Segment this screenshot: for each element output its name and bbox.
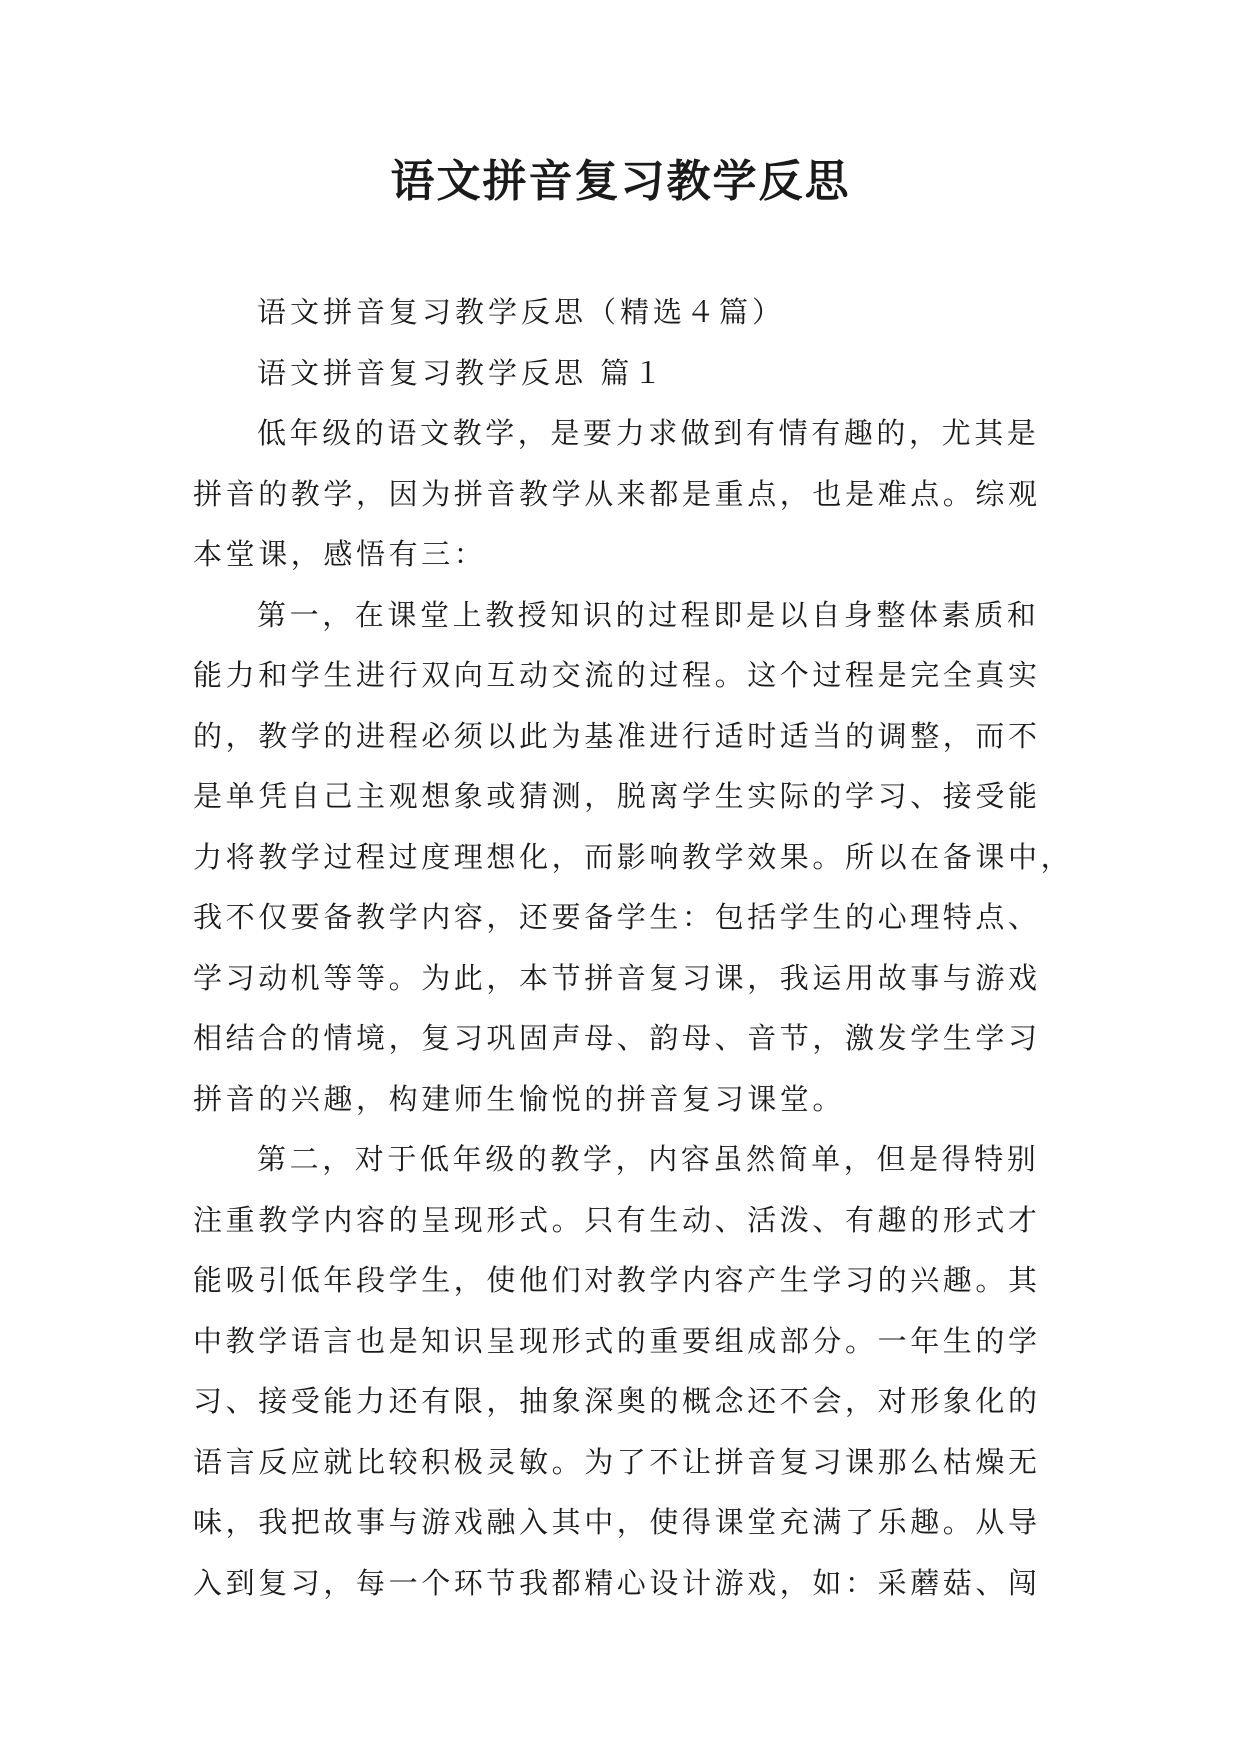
paragraph-line: 的，教学的进程必须以此为基准进行适时适当的调整，而不: [193, 718, 1041, 753]
paragraph-line: 注重教学内容的呈现形式。只有生动、活泼、有趣的形式才: [193, 1202, 1041, 1237]
paragraph-line: 第二，对于低年级的教学，内容虽然简单，但是得特别: [257, 1142, 1040, 1176]
paragraph-line: 味，我把故事与游戏融入其中，使得课堂充满了乐趣。从导: [193, 1505, 1041, 1539]
paragraph-line: 第一，在课堂上教授知识的过程即是以自身整体素质和: [257, 597, 1040, 632]
document-title: 语文拼音复习教学反思: [390, 156, 851, 207]
paragraph-line: 相结合的情境，复习巩固声母、韵母、音节，激发学生学习: [193, 1021, 1041, 1055]
paragraph-line: 中教学语言也是知识呈现形式的重要组成部分。一年生的学: [193, 1323, 1041, 1358]
paragraph-line: 习、接受能力还有限，抽象深奥的概念还不会，对形象化的: [193, 1384, 1041, 1418]
paragraph-line: 能吸引低年段学生，使他们对教学内容产生学习的兴趣。其: [193, 1263, 1041, 1297]
paragraph-line: 学习动机等等。为此，本节拼音复习课，我运用故事与游戏: [193, 960, 1041, 995]
subtitle-line: 语文拼音复习教学反思（精选４篇）: [257, 295, 786, 329]
paragraph-line: 我不仅要备教学内容，还要备学生：包括学生的心理特点、: [193, 900, 1041, 934]
paragraph-line: 语言反应就比较积极灵敏。为了不让拼音复习课那么枯燥无: [193, 1444, 1041, 1479]
paragraph-line: 力将教学过程过度理想化，而影响教学效果。所以在备课中，: [193, 839, 1074, 874]
paragraph-line: 本堂课，感悟有三：: [193, 537, 487, 571]
paragraph-line: 拼音的教学，因为拼音教学从来都是重点，也是难点。综观: [193, 476, 1041, 511]
paragraph-line: 能力和学生进行双向互动交流的过程。这个过程是完全真实: [193, 658, 1041, 692]
paragraph-line: 是单凭自己主观想象或猜测，脱离学生实际的学习、接受能: [193, 779, 1041, 813]
paragraph-line: 低年级的语文教学，是要力求做到有情有趣的，尤其是: [257, 416, 1040, 450]
document-body: [193, 282, 1074, 1613]
paragraph-line: 拼音的兴趣，构建师生愉悦的拼音复习课堂。: [193, 1081, 846, 1116]
paragraph-line: 入到复习，每一个环节我都精心设计游戏，如：采蘑菇、闯: [193, 1565, 1041, 1600]
section-heading: 语文拼音复习教学反思 篇１: [257, 355, 667, 390]
